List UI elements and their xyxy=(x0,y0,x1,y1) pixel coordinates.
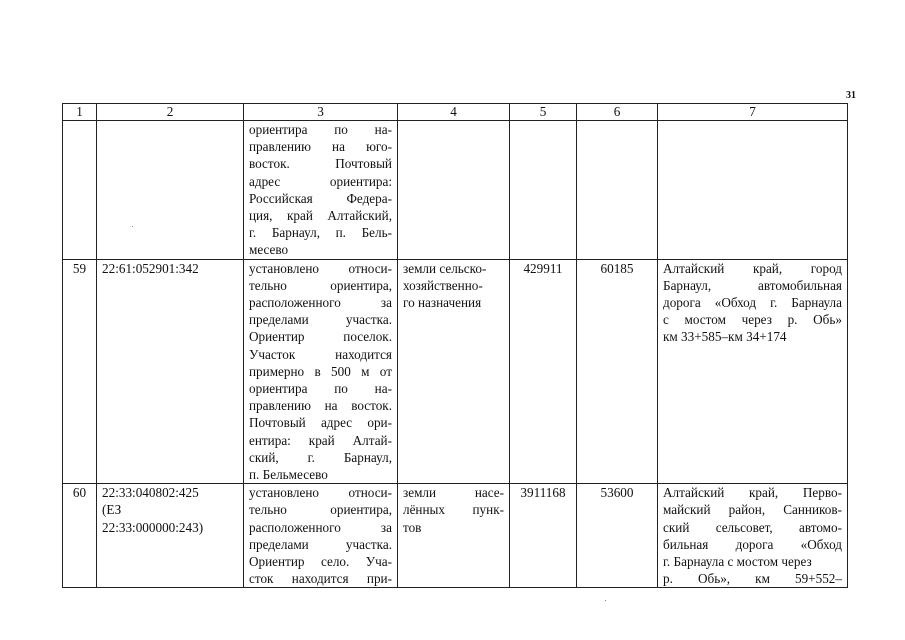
column-header: 7 xyxy=(658,104,848,121)
location-line: г. Барнаула с мостом через xyxy=(663,554,812,570)
table-row xyxy=(63,121,848,260)
description-cell xyxy=(244,259,398,484)
category-line: тов xyxy=(403,519,422,535)
location-line: с мостом через р. Обь» xyxy=(663,312,842,328)
row-number-cell: 60 xyxy=(63,484,97,588)
cadastral-line: (ЕЗ xyxy=(102,502,122,518)
location-line: Алтайский край, город xyxy=(663,260,842,276)
description-line: примерно в 500 м от xyxy=(249,363,392,379)
description-line: расположенного за xyxy=(249,295,392,311)
description-line: ентира: край Алтай- xyxy=(249,432,392,448)
description-line: восток. Почтовый xyxy=(249,156,392,172)
table-row xyxy=(63,484,848,588)
location-line: бильная дорога «Обход xyxy=(663,536,842,552)
description-line: установлено относи- xyxy=(249,260,392,276)
category-line: хозяйственно- xyxy=(403,277,483,293)
column-header: 3 xyxy=(244,104,398,121)
cadastral-line: 22:61:052901:342 xyxy=(102,260,199,276)
column-header: 1 xyxy=(63,104,97,121)
location-line: дорога «Обход г. Барнаула xyxy=(663,295,842,311)
description-line: пределами участка. xyxy=(249,312,392,328)
area-cell: 3911168 xyxy=(510,484,577,588)
description-line: г. Барнаул, п. Бель- xyxy=(249,225,392,241)
category-line: земли сельско- xyxy=(403,260,487,276)
column-header: 6 xyxy=(577,104,658,121)
cadastral-line: 22:33:000000:243) xyxy=(102,519,204,535)
description-line: сток находится при- xyxy=(249,571,392,587)
land-category-cell xyxy=(398,259,510,484)
description-cell xyxy=(244,121,398,260)
area-cell xyxy=(510,121,577,260)
header-row xyxy=(63,104,848,121)
land-category-cell xyxy=(398,484,510,588)
land-category-cell xyxy=(398,121,510,260)
description-line: расположенного за xyxy=(249,519,392,535)
area-cell: 429911 xyxy=(510,259,577,484)
page-number: 31 xyxy=(846,90,856,101)
category-line: лённых пунк- xyxy=(403,502,504,518)
location-line: Барнаул, автомобильная xyxy=(663,277,842,293)
description-line: Участок находится xyxy=(249,346,392,362)
cadastral-number-cell xyxy=(97,259,244,484)
land-plots-table xyxy=(62,103,848,588)
description-line: установлено относи- xyxy=(249,485,392,501)
cadastral-line: 22:33:040802:425 xyxy=(102,485,199,501)
description-line: тельно ориентира, xyxy=(249,277,392,293)
description-line: ориентира по на- xyxy=(249,122,392,137)
cadastral-number-cell xyxy=(97,484,244,588)
description-line: п. Бельмесево xyxy=(249,467,328,483)
description-line: ция, край Алтайский, xyxy=(249,208,392,224)
description-line: Ориентир поселок. xyxy=(249,329,392,345)
location-cell xyxy=(658,259,848,484)
seized-area-cell: 60185 xyxy=(577,259,658,484)
description-line: адрес ориентира: xyxy=(249,173,392,189)
description-line: ориентира по на- xyxy=(249,381,392,397)
description-cell xyxy=(244,484,398,588)
column-header: 4 xyxy=(398,104,510,121)
cadastral-number-cell xyxy=(97,121,244,260)
location-cell xyxy=(658,484,848,588)
location-line: майский район, Санников- xyxy=(663,502,842,518)
column-header: 2 xyxy=(97,104,244,121)
location-line: км 33+585–км 34+174 xyxy=(663,329,787,345)
description-line: Почтовый адрес ори- xyxy=(249,415,392,431)
seized-area-cell: 53600 xyxy=(577,484,658,588)
description-line: Ориентир село. Уча- xyxy=(249,554,392,570)
scan-speck xyxy=(132,226,133,227)
location-cell xyxy=(658,121,848,260)
location-line: Алтайский край, Перво- xyxy=(663,485,842,501)
description-line: ский, г. Барнаул, xyxy=(249,449,392,465)
description-line: тельно ориентира, xyxy=(249,502,392,518)
category-line: земли насе- xyxy=(403,485,504,501)
category-line: го назначения xyxy=(403,295,482,311)
location-line: ский сельсовет, автомо- xyxy=(663,519,842,535)
row-number-cell xyxy=(63,121,97,260)
seized-area-cell xyxy=(577,121,658,260)
location-line: р. Обь», км 59+552– xyxy=(663,571,842,587)
description-line: правлению на восток. xyxy=(249,398,392,414)
scan-speck xyxy=(605,600,606,601)
column-header: 5 xyxy=(510,104,577,121)
description-line: Российская Федера- xyxy=(249,190,392,206)
table-row xyxy=(63,259,848,484)
description-line: пределами участка. xyxy=(249,536,392,552)
description-line: правлению на юго- xyxy=(249,139,392,155)
description-line: месево xyxy=(249,242,289,258)
row-number-cell: 59 xyxy=(63,259,97,484)
